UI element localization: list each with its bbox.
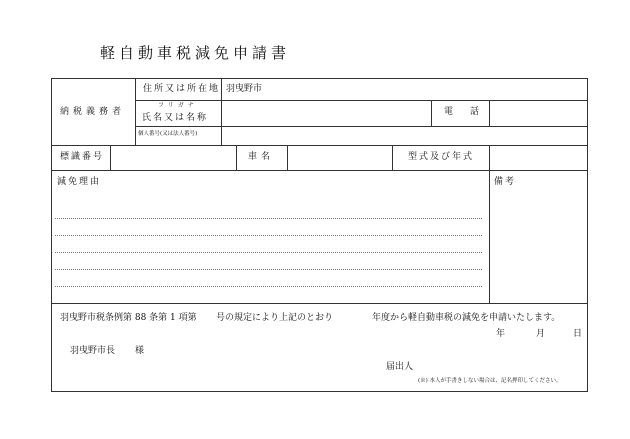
column-divider (489, 100, 490, 126)
signature-note: (※) 本人が手書きしない場合は、記名押印してください。 (418, 378, 562, 384)
phone-label: 電 話 (444, 107, 484, 117)
model-year-field[interactable] (492, 149, 584, 167)
name-field[interactable] (224, 104, 428, 124)
column-divider (135, 78, 136, 145)
model-year-label: 型式及び年式 (408, 152, 475, 162)
date-year-label: 年 (496, 329, 506, 339)
column-divider (221, 78, 222, 145)
car-name-label: 車名 (248, 152, 275, 162)
declaration-text-part1: 羽曳野市税条例第 88 条第 1 項第 (60, 313, 197, 323)
column-divider (287, 145, 288, 170)
remarks-label: 備考 (494, 177, 517, 187)
column-divider (110, 145, 111, 170)
reason-line[interactable] (55, 269, 482, 270)
date-month-label: 月 (536, 329, 546, 339)
column-divider (489, 145, 490, 303)
reason-line[interactable] (55, 218, 482, 219)
addressee: 羽曳野市長 (70, 346, 116, 356)
remarks-field[interactable] (492, 192, 584, 300)
furigana-label: フリガナ (158, 102, 198, 109)
reason-line[interactable] (55, 252, 482, 253)
date-day-label: 日 (573, 329, 583, 339)
plate-number-field[interactable] (113, 149, 233, 167)
car-name-field[interactable] (290, 149, 389, 167)
row-divider (135, 100, 588, 101)
reason-line[interactable] (55, 286, 482, 287)
address-label: 住所又は所在地 (143, 84, 221, 94)
phone-field[interactable] (492, 104, 584, 124)
applicant-label: 届出人 (386, 362, 414, 372)
row-divider (51, 303, 588, 304)
addressee-honorific: 様 (135, 346, 145, 356)
id-number-label: 個人番号(又は法人番号) (138, 131, 198, 137)
reason-line[interactable] (55, 235, 482, 236)
row-divider (51, 145, 588, 146)
name-label: 氏名又は名称 (142, 113, 209, 123)
reason-label: 減免理由 (57, 177, 102, 187)
id-number-field[interactable] (224, 129, 584, 143)
page-title: 軽自動車税減免申請書 (99, 44, 290, 62)
row-divider (51, 170, 588, 171)
taxpayer-label: 納税義務者 (60, 107, 126, 117)
plate-number-label: 標識番号 (60, 152, 105, 162)
address-value[interactable]: 羽曳野市 (226, 84, 263, 94)
column-divider (236, 145, 237, 170)
column-divider (392, 145, 393, 170)
declaration-text-part3: 年度から軽自動車税の減免を申請いたします。 (372, 313, 561, 323)
row-divider (135, 126, 588, 127)
declaration-text-part2: 号の規定により上記のとおり (216, 313, 334, 323)
column-divider (431, 100, 432, 126)
